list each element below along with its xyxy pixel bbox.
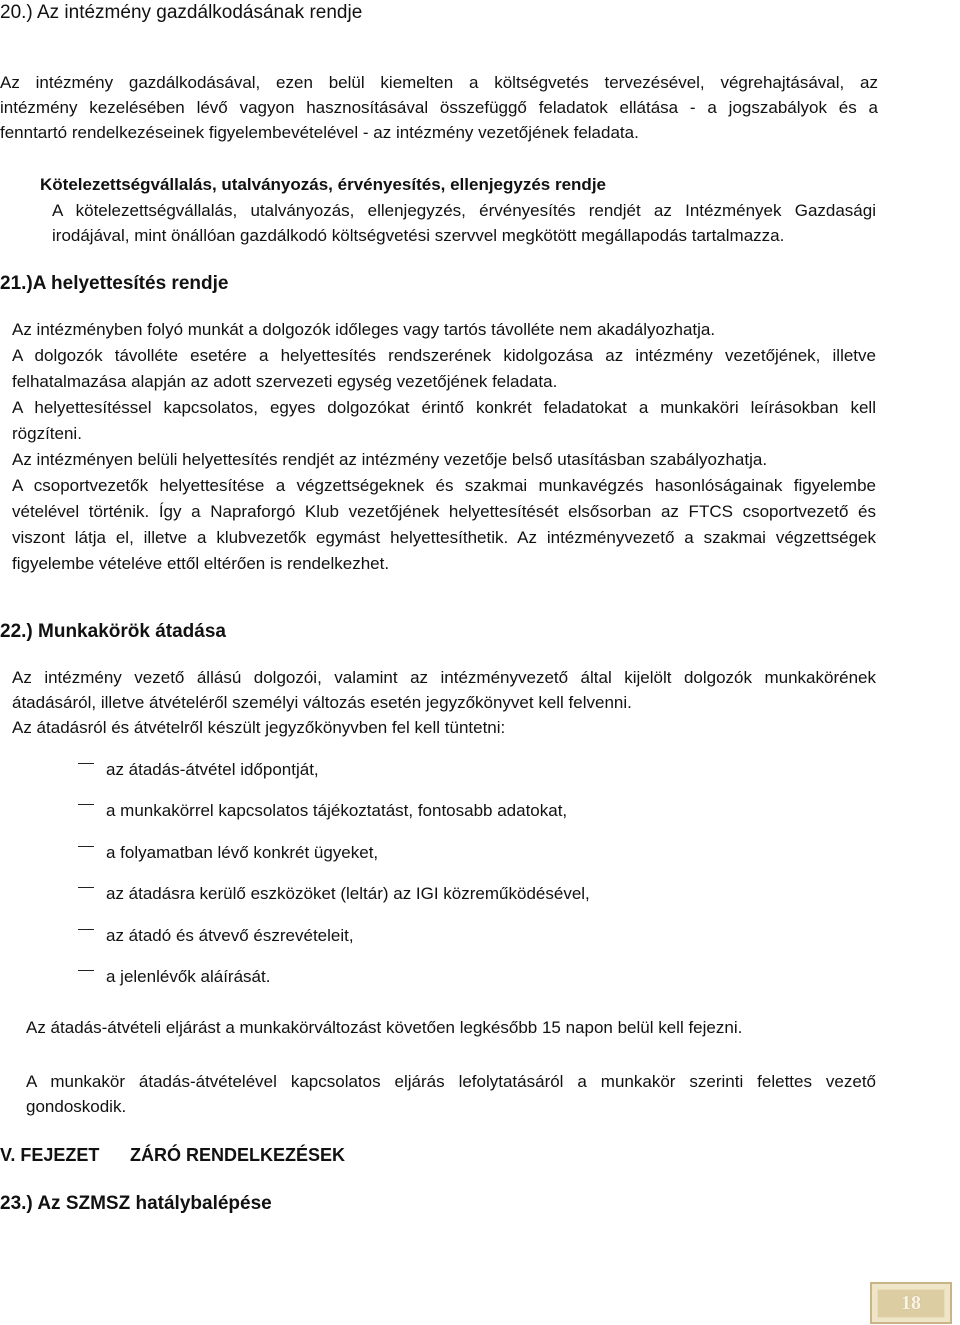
section-23-heading: 23.) Az SZMSZ hatálybalépése — [0, 1193, 272, 1214]
section-22-paragraph — [12, 665, 876, 740]
list-item-text: az átadó és átvevő észrevételeit, — [106, 926, 354, 945]
text-line: A munkakör átadás-átvételével kapcsolatos eljárás lefolytatásáról a munkakör szerinti felettes vezető — [26, 1072, 876, 1091]
text-line: A helyettesítéssel kapcsolatos, egyes dolgozókat érintő konkrét feladatokat a munkaköri leírásokban kell — [12, 398, 876, 417]
page-number-badge — [870, 1282, 952, 1324]
list-item-text: az átadásra kerülő eszközöket (leltár) az IGI közreműködésével, — [106, 884, 590, 903]
text-line: A kötelezettségvállalás, utalványozás, ellenjegyzés, érvényesítés rendjét az Intézmények Gazdasági — [52, 201, 876, 220]
section-20-heading: 20.) Az intézmény gazdálkodásának rendje — [0, 2, 363, 23]
list-item — [78, 760, 678, 780]
text-line: viszont látja el, illetve a klubvezetők egymást helyettesíthetik. Az intézményvezető a szakmai végzettségek — [12, 528, 876, 547]
list-item-text: a folyamatban lévő konkrét ügyeket, — [106, 843, 379, 862]
text-line: irodájával, mint önállóan gazdálkodó költségvetési szervvel megkötött megállapodás tartalmazza. — [52, 226, 785, 245]
dash-bullet — [78, 763, 94, 764]
list-item — [78, 884, 678, 904]
text-line: vételével történik. Így a Napraforgó Klub vezetőjének helyettesítését elsősorban az FTCS csoportvezető és — [12, 502, 876, 521]
text-line: gondoskodik. — [26, 1097, 127, 1116]
text-line: Az intézményben folyó munkát a dolgozók időleges vagy tartós távolléte nem akadályozhatja. — [12, 320, 716, 339]
section-22-heading: 22.) Munkakörök átadása — [0, 621, 226, 642]
text-line: Az átadásról és átvételről készült jegyzőkönyvben fel kell tüntetni: — [12, 718, 506, 737]
list-item-text: az átadás-átvétel időpontját, — [106, 760, 319, 779]
list-item — [78, 843, 678, 863]
dash-bullet — [78, 929, 94, 930]
text-line: intézmény kezelésében lévő vagyon hasznosításával összefüggő feladatok ellátása - a jogszabályok és a — [0, 98, 878, 117]
text-line: átadásáról, illetve átvételéről személyi változás esetén jegyzőkönyvet kell felvenni. — [12, 693, 632, 712]
text-line: Az intézmény gazdálkodásával, ezen belül kiemelten a költségvetés tervezésével, végrehajtásával, az — [0, 73, 878, 92]
dash-bullet — [78, 846, 94, 847]
text-line: rögzíteni. — [12, 424, 82, 443]
list-item — [78, 967, 678, 987]
list-item-text: a jelenlévők aláírását. — [106, 967, 271, 986]
text-line: figyelembe vételéve ettől eltérően is rendelkezhet. — [12, 554, 390, 573]
section-20-sub-paragraph — [52, 198, 876, 248]
section-22-closing-paragraph — [26, 1069, 876, 1119]
section-22-closing-sentence: Az átadás-átvételi eljárást a munkakörváltozást követően legkésőbb 15 napon belül ke​ll fejezni. — [26, 1018, 743, 1037]
dash-bullet — [78, 804, 94, 805]
text-line: A csoportvezetők helyettesítése a végzettségeknek és szakmai munkavégzés hasonlóságainak figyelembe — [12, 476, 876, 495]
section-21-heading: 21.)A helyettesítés rendje — [0, 273, 229, 294]
list-item-text: a munkakörrel kapcsolatos tájékoztatást, fontosabb adatokat, — [106, 801, 568, 820]
list-item — [78, 801, 678, 821]
chapter-title: ZÁRÓ RENDELKEZÉSEK — [130, 1145, 346, 1165]
dash-bullet — [78, 970, 94, 971]
list-item — [78, 926, 678, 946]
text-line: Az intézményen belüli helyettesítés rendjét az intézmény vezetője belső utasításban szabályozhatja. — [12, 450, 768, 469]
section-20-paragraph — [0, 70, 878, 145]
text-line: Az intézmény vezető állású dolgozói, valamint az intézményvezető által kijelölt dolgozók munkakörének — [12, 668, 876, 687]
dash-bullet — [78, 887, 94, 888]
chapter-number: V. FEJEZET — [0, 1145, 100, 1165]
text-line: A dolgozók távolléte esetére a helyettesítés rendszerének kidolgozása az intézmény vezetőjének, illetve — [12, 346, 876, 365]
text-line: felhatalmazása alapján az adott szervezeti egység vezetőjének feladata. — [12, 372, 558, 391]
page-number: 18 — [877, 1289, 945, 1318]
section-20-subheading: Kötelezettségvállalás, utalványozás, érvényesítés, ellenjegyzés rendje — [40, 175, 606, 194]
text-line: fenntartó rendelkezéseinek figyelembevételével - az intézmény vezetőjének feladata. — [0, 123, 639, 142]
section-21-paragraph — [12, 317, 876, 577]
